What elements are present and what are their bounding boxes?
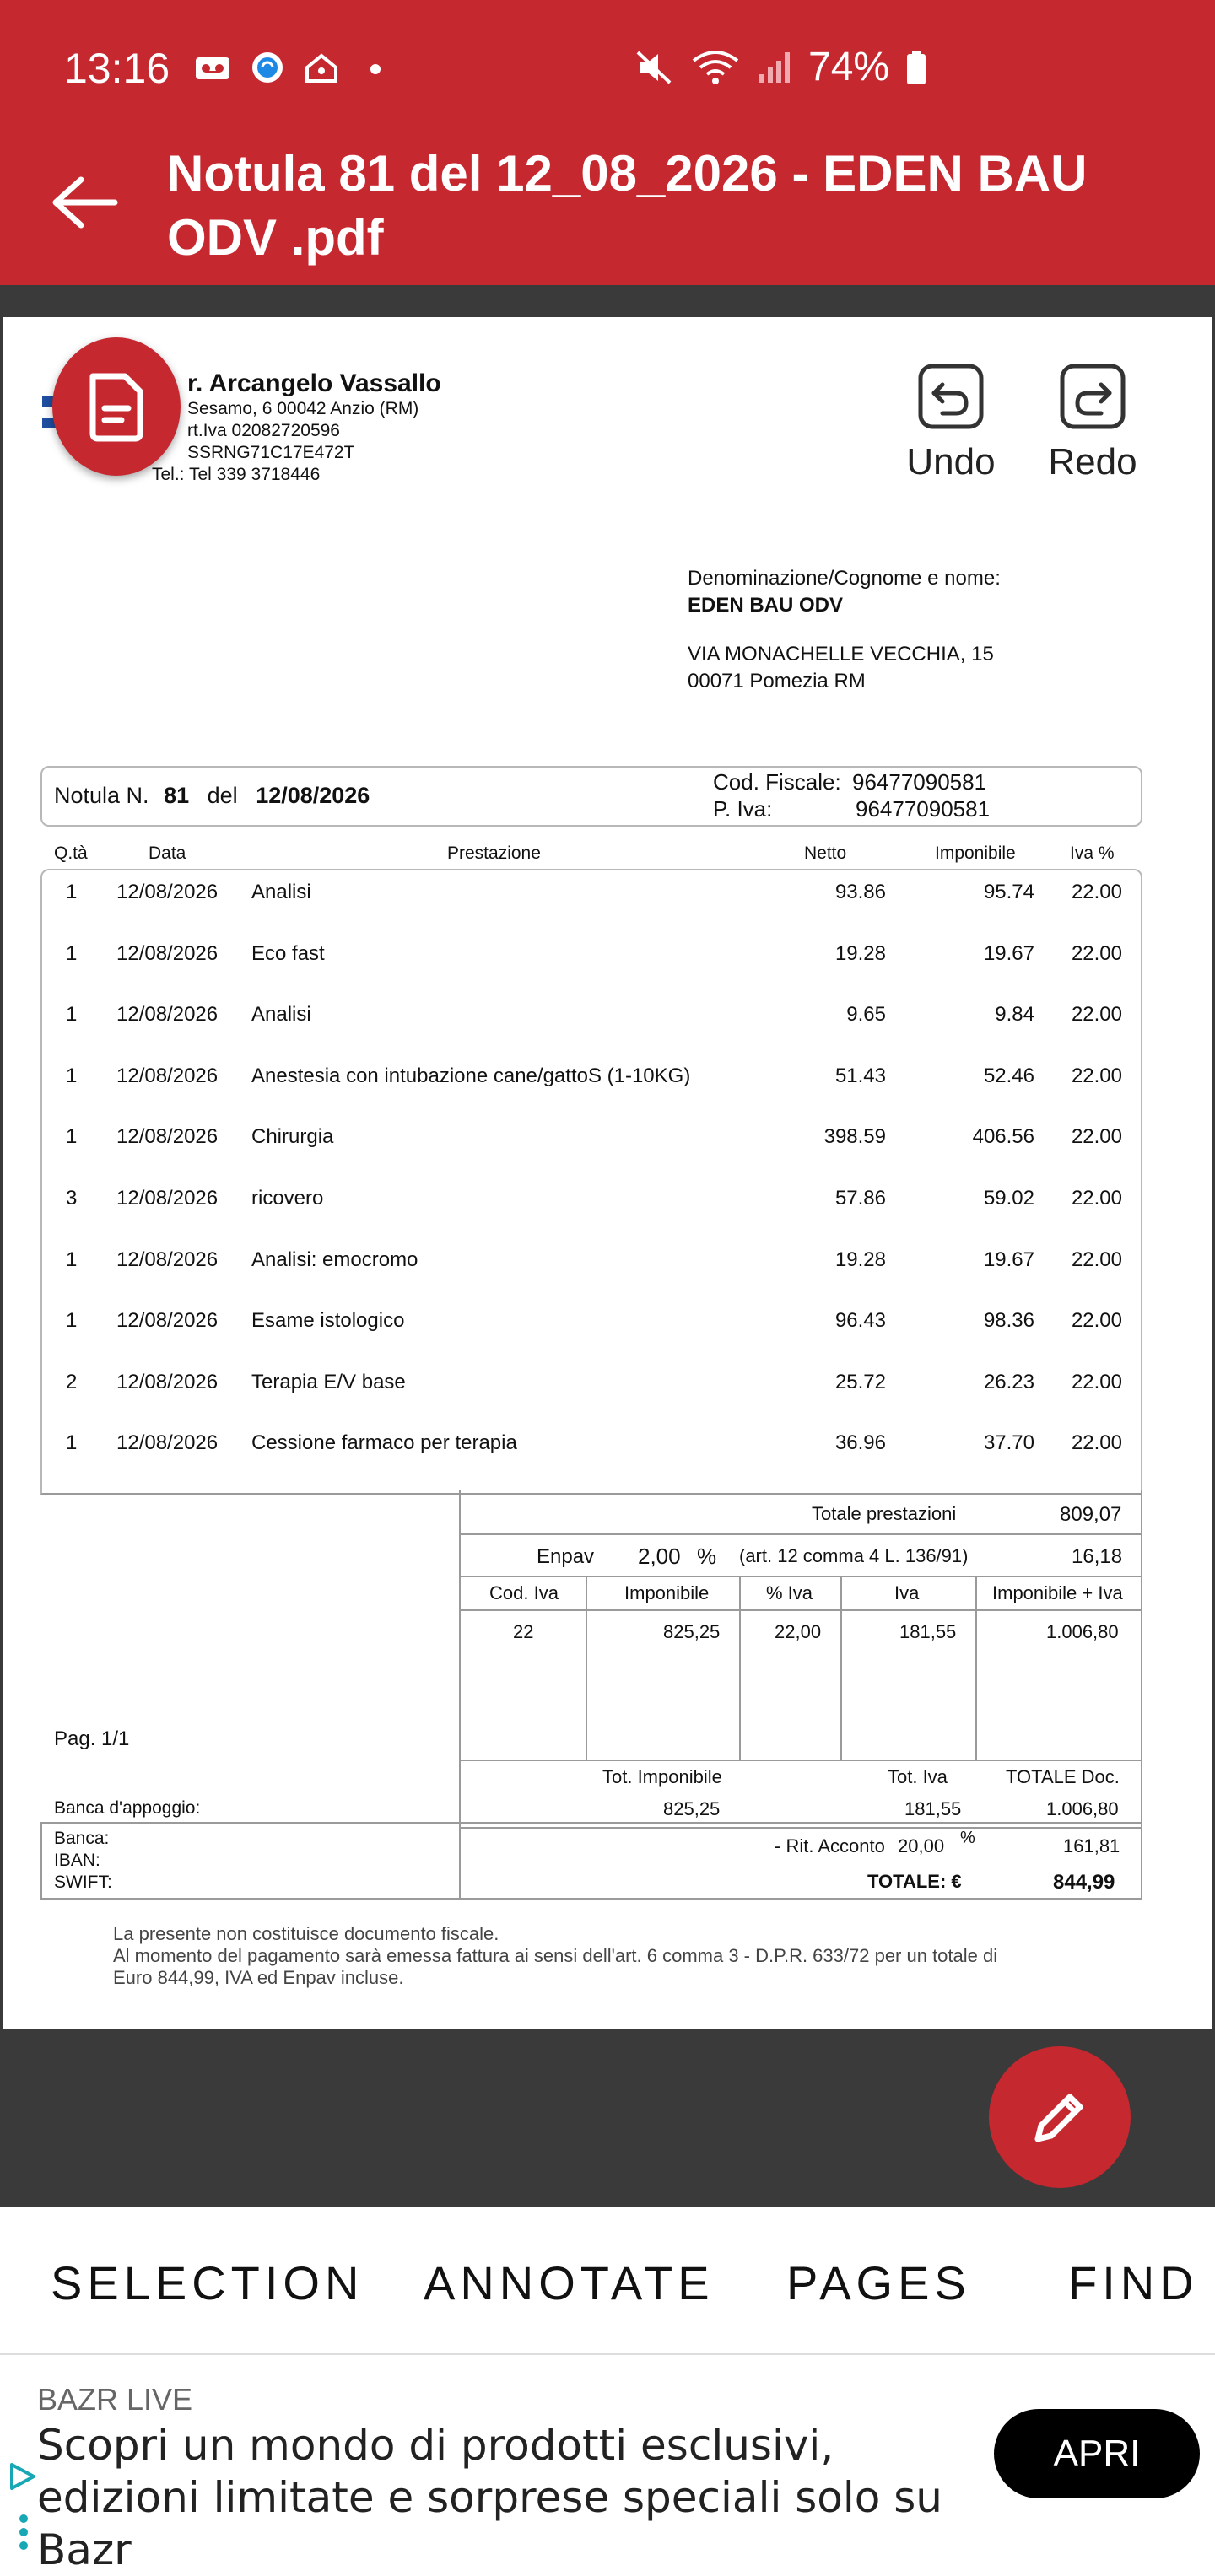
vat-total-header: Imponibile + Iva	[992, 1582, 1123, 1603]
cell-desc: Anestesia con intubazione cane/gattoS (1-10KG)	[251, 1064, 691, 1087]
home-icon	[302, 51, 341, 84]
issuer-address: Sesamo, 6 00042 Anzio (RM)	[187, 399, 419, 418]
cell-taxable: 98.36	[983, 1309, 1034, 1333]
cell-vat: 22.00	[1071, 1003, 1122, 1027]
summary-divider-1	[459, 1533, 1142, 1535]
cell-net: 93.86	[834, 881, 886, 903]
battery-icon	[904, 49, 928, 86]
tab-selection[interactable]: SELECTION	[51, 2256, 364, 2309]
vat-row-taxable: 825,25	[663, 1621, 721, 1642]
cell-date: 12/08/2026	[116, 1248, 219, 1271]
note-line-1: La presente non costituisce documento fiscale.	[113, 1923, 500, 1944]
note-line-2: Al momento del pagamento sarà emessa fattura ai sensi dell'art. 6 comma 3 - D.P.R. 633/72 per un totale di	[113, 1945, 998, 1966]
del-label: del	[207, 783, 238, 808]
cell-qty: 1	[66, 1064, 78, 1087]
piva-label: P. Iva:	[713, 796, 773, 822]
cell-vat: 22.00	[1071, 1431, 1122, 1455]
cell-date: 12/08/2026	[116, 1125, 219, 1149]
summary-divider-3	[459, 1609, 1142, 1611]
invoice-date: 12/08/2026	[256, 783, 370, 808]
undo-button[interactable]	[904, 363, 997, 483]
ritenuta-percent: %	[960, 1829, 975, 1847]
col-net-header: Netto	[804, 843, 847, 863]
totale-doc-value: 1.006,80	[1046, 1798, 1119, 1819]
cell-date: 12/08/2026	[116, 1187, 219, 1210]
table-row	[42, 1431, 1139, 1465]
bottom-tab-bar	[0, 2207, 1215, 2352]
ritenuta-amount: 161,81	[1063, 1835, 1120, 1857]
battery-percent: 74%	[808, 45, 890, 89]
notula-label: Notula N.	[54, 783, 149, 808]
cell-taxable: 26.23	[983, 1370, 1034, 1393]
cell-vat: 22.00	[1071, 1370, 1122, 1393]
banca-label: Banca:	[54, 1829, 110, 1848]
vat-amount-header: Iva	[894, 1582, 920, 1603]
cf-label: Cod. Fiscale:	[713, 769, 841, 795]
ritenuta-label: - Rit. Acconto	[775, 1835, 885, 1857]
redo-button[interactable]	[1046, 363, 1139, 483]
enpav-amount: 16,18	[1072, 1545, 1123, 1568]
issuer-tel: Tel.: Tel 339 3718446	[152, 465, 321, 484]
invoice-number: 81	[164, 783, 190, 808]
table-row	[42, 1125, 1139, 1159]
issuer-name: r. Arcangelo Vassallo	[187, 369, 441, 397]
cell-taxable: 19.67	[983, 1248, 1034, 1271]
vat-row-total: 1.006,80	[1046, 1621, 1119, 1642]
issuer-vat: rt.Iva 02082720596	[187, 421, 340, 440]
cell-net: 9.65	[846, 1003, 886, 1027]
vat-row-rate: 22,00	[775, 1621, 822, 1642]
cf-value: 96477090581	[852, 769, 987, 795]
cell-vat: 22.00	[1071, 1125, 1122, 1149]
iban-label: IBAN:	[54, 1851, 100, 1870]
cell-desc: Cessione farmaco per terapia	[251, 1431, 517, 1455]
cell-net: 96.43	[834, 1309, 886, 1333]
totale-prestazioni-value: 809,07	[1060, 1503, 1122, 1526]
enpav-rate: 2,00	[638, 1544, 681, 1569]
cell-net: 19.28	[834, 941, 886, 965]
cell-desc: Esame istologico	[251, 1309, 405, 1333]
summary-left-border	[459, 1490, 461, 1900]
totale-doc-label: TOTALE Doc.	[1006, 1766, 1120, 1787]
cell-date: 12/08/2026	[116, 1370, 219, 1393]
cell-desc: Terapia E/V base	[251, 1370, 406, 1393]
recipient-name: EDEN BAU ODV	[688, 594, 844, 617]
status-system-icons	[634, 44, 928, 90]
tab-find[interactable]: FIND	[1068, 2256, 1199, 2309]
tot-iva-label: Tot. Iva	[888, 1766, 948, 1787]
cell-vat: 22.00	[1071, 1248, 1122, 1271]
back-arrow-icon[interactable]	[47, 173, 123, 232]
cell-taxable: 95.74	[983, 881, 1034, 903]
cell-desc: Chirurgia	[251, 1125, 334, 1149]
piva-value: 96477090581	[856, 796, 991, 822]
totals-top-line	[459, 1827, 1142, 1829]
cell-taxable: 406.56	[972, 1125, 1034, 1149]
vat-col-line-1	[586, 1577, 587, 1760]
status-notification-icons	[194, 51, 395, 84]
totale-value: 844,99	[1053, 1871, 1115, 1894]
bank-top-line	[40, 1822, 1142, 1824]
ad-open-button[interactable]: APRI	[994, 2409, 1200, 2498]
cell-date: 12/08/2026	[116, 941, 219, 965]
cell-qty: 1	[66, 941, 78, 965]
cell-vat: 22.00	[1071, 1064, 1122, 1087]
cell-taxable: 59.02	[983, 1187, 1034, 1210]
app-circle-icon	[248, 51, 287, 84]
cell-qty: 1	[66, 1125, 78, 1149]
cell-date: 12/08/2026	[116, 1431, 219, 1455]
document-icon	[84, 371, 148, 442]
cell-qty: 1	[66, 1248, 78, 1271]
swift-label: SWIFT:	[54, 1873, 112, 1892]
summary-right-border	[1141, 1490, 1142, 1900]
cell-net: 51.43	[834, 1064, 886, 1087]
undo-icon	[917, 363, 985, 430]
dot-icon	[356, 51, 395, 84]
col-qty-header: Q.tà	[54, 843, 88, 863]
vat-code-header: Cod. Iva	[489, 1582, 559, 1603]
ad-choices-icon[interactable]	[5, 2460, 39, 2554]
totale-label: TOTALE: €	[867, 1871, 962, 1892]
cell-qty: 2	[66, 1370, 78, 1393]
cell-date: 12/08/2026	[116, 881, 219, 903]
tot-imponibile-value: 825,25	[663, 1798, 721, 1819]
enpav-percent: %	[697, 1544, 717, 1569]
cell-net: 398.59	[824, 1125, 886, 1149]
col-vat-header: Iva %	[1070, 843, 1115, 863]
tab-pages[interactable]: PAGES	[786, 2256, 971, 2309]
summary-divider-2	[459, 1576, 1142, 1577]
totale-prestazioni-label: Totale prestazioni	[812, 1503, 957, 1524]
cell-date: 12/08/2026	[116, 1003, 219, 1027]
edit-button[interactable]	[989, 2046, 1131, 2188]
table-row	[42, 881, 1139, 914]
invoice-number-line	[54, 783, 370, 809]
tot-iva-value: 181,55	[904, 1798, 962, 1819]
cell-qty: 3	[66, 1187, 78, 1210]
vat-taxable-header: Imponibile	[624, 1582, 710, 1603]
table-row	[42, 1248, 1139, 1282]
cell-desc: Analisi	[251, 881, 311, 903]
note-line-3: Euro 844,99, IVA ed Enpav incluse.	[113, 1967, 404, 1988]
tab-annotate[interactable]: ANNOTATE	[424, 2256, 715, 2309]
table-row	[42, 942, 1139, 976]
status-time: 13:16	[64, 45, 170, 92]
ad-text[interactable]: Scopri un mondo di prodotti esclusivi, edizioni limitate e sorprese speciali solo su Bazr	[37, 2421, 942, 2574]
undo-label: Undo	[906, 441, 996, 482]
enpav-label: Enpav	[537, 1545, 595, 1568]
ritenuta-rate: 20,00	[898, 1835, 945, 1857]
cell-vat: 22.00	[1071, 1309, 1122, 1333]
signal-icon	[756, 49, 793, 86]
vat-col-line-2	[739, 1577, 741, 1760]
issuer-cf: SSRNG71C17E472T	[187, 443, 355, 462]
pencil-icon	[1026, 2083, 1094, 2151]
col-desc-header: Prestazione	[447, 843, 541, 863]
vat-col-line-4	[975, 1577, 977, 1760]
page-number: Pag. 1/1	[54, 1727, 130, 1750]
col-date-header: Data	[148, 843, 186, 863]
enpav-ref: (art. 12 comma 4 L. 136/91)	[739, 1545, 969, 1566]
cell-net: 25.72	[834, 1370, 886, 1393]
bank-left-border	[40, 1822, 42, 1900]
cell-desc: ricovero	[251, 1187, 324, 1210]
table-row	[42, 1187, 1139, 1221]
cell-net: 36.96	[834, 1431, 886, 1455]
cell-net: 19.28	[834, 1248, 886, 1271]
mute-icon	[634, 49, 675, 86]
cell-taxable: 9.84	[995, 1003, 1034, 1027]
cell-qty: 1	[66, 881, 78, 903]
cell-vat: 22.00	[1071, 1187, 1122, 1210]
bank-support-label: Banca d'appoggio:	[54, 1798, 201, 1818]
document-info-button[interactable]	[52, 337, 181, 476]
recipient-street: VIA MONACHELLE VECCHIA, 15	[688, 643, 994, 666]
cell-taxable: 19.67	[983, 941, 1034, 965]
ad-brand: BAZR LIVE	[37, 2382, 193, 2417]
cell-vat: 22.00	[1071, 941, 1122, 965]
cell-desc: Analisi	[251, 1003, 311, 1027]
table-row	[42, 1003, 1139, 1037]
cell-desc: Analisi: emocromo	[251, 1248, 418, 1271]
tot-imponibile-label: Tot. Imponibile	[602, 1766, 722, 1787]
summary-divider-4	[459, 1760, 1142, 1761]
col-taxable-header: Imponibile	[935, 843, 1016, 863]
cell-date: 12/08/2026	[116, 1309, 219, 1333]
bank-bottom-line	[40, 1898, 1142, 1900]
cell-taxable: 52.46	[983, 1064, 1034, 1087]
cell-qty: 1	[66, 1431, 78, 1455]
table-row	[42, 1064, 1139, 1098]
redo-icon	[1059, 363, 1126, 430]
table-row	[42, 1371, 1139, 1404]
voicemail-icon	[194, 51, 233, 84]
cell-net: 57.86	[834, 1187, 886, 1210]
vat-col-line-3	[840, 1577, 842, 1760]
cell-qty: 1	[66, 1003, 78, 1027]
cell-qty: 1	[66, 1309, 78, 1333]
recipient-city: 00071 Pomezia RM	[688, 670, 866, 693]
cell-date: 12/08/2026	[116, 1064, 219, 1087]
redo-label: Redo	[1048, 441, 1137, 482]
cell-vat: 22.00	[1071, 881, 1122, 903]
cell-desc: Eco fast	[251, 941, 325, 965]
vat-row-code: 22	[513, 1621, 534, 1642]
vat-row-vat: 181,55	[899, 1621, 957, 1642]
document-title: Notula 81 del 12_08_2026 - EDEN BAU ODV .pdf	[167, 145, 1088, 266]
recipient-label: Denominazione/Cognome e nome:	[688, 567, 1001, 590]
wifi-icon	[690, 49, 741, 86]
viewer-top-strip	[0, 285, 1215, 317]
table-row	[42, 1309, 1139, 1343]
cell-taxable: 37.70	[983, 1431, 1034, 1455]
vat-rate-header: % Iva	[766, 1582, 813, 1603]
